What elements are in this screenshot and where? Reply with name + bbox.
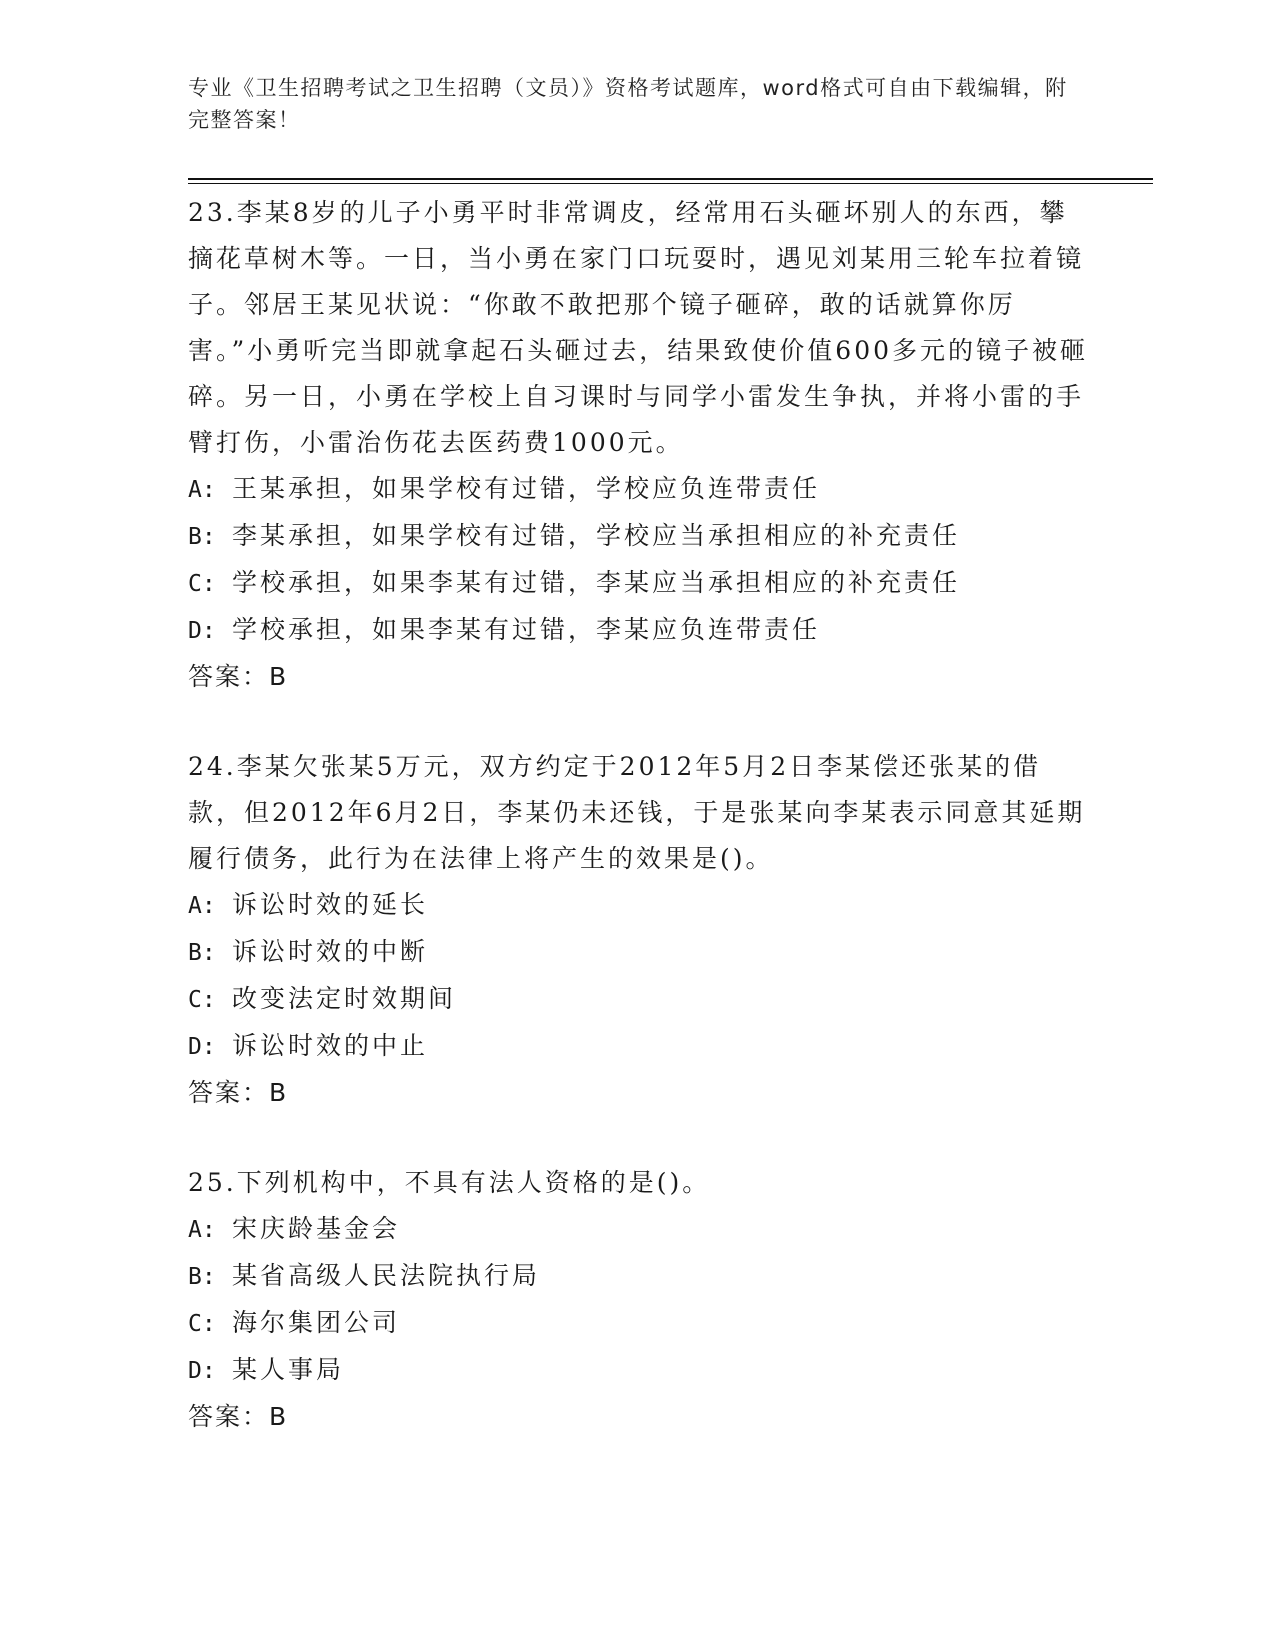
option-text: 诉讼时效的延长 [232,890,429,919]
option-text: 某人事局 [232,1355,345,1384]
option-c [188,1300,1088,1347]
option-text: 学校承担，如果李某有过错，李某应负连带责任 [232,615,821,644]
question-24 [188,744,1088,1116]
answer-line: 答案：B [188,662,289,691]
option-text: 改变法定时效期间 [232,984,457,1013]
option-letter: D: [188,618,216,644]
option-text: 王某承担，如果学校有过错，学校应负连带责任 [232,474,821,503]
option-letter: D: [188,1358,216,1384]
answer-line: 答案：B [188,1078,289,1107]
option-letter: D: [188,1034,216,1060]
option-d [188,607,1088,654]
option-letter: C: [188,987,216,1013]
option-c [188,976,1088,1023]
option-text: 诉讼时效的中断 [232,937,429,966]
header-divider-thick [188,178,1153,180]
option-text: 学校承担，如果李某有过错，李某应当承担相应的补充责任 [232,568,961,597]
document-header: 专业《卫生招聘考试之卫生招聘（文员）》资格考试题库，word格式可自由下载编辑，附完整答案！ [188,76,1068,132]
option-a [188,1206,1088,1253]
option-a [188,882,1088,929]
option-letter: A: [188,1217,216,1243]
option-letter: C: [188,571,216,597]
option-text: 某省高级人民法院执行局 [232,1261,541,1290]
header-divider-thin [188,183,1153,184]
option-text: 李某承担，如果学校有过错，学校应当承担相应的补充责任 [232,521,961,550]
option-letter: B: [188,524,216,550]
option-d [188,1023,1088,1070]
spacer [188,1116,1088,1160]
option-text: 宋庆龄基金会 [232,1214,401,1243]
option-text: 海尔集团公司 [232,1308,401,1337]
answer-line: 答案：B [188,1402,289,1431]
option-d [188,1347,1088,1394]
option-a [188,466,1088,513]
option-letter: A: [188,477,216,503]
option-b [188,1253,1088,1300]
question-23 [188,190,1088,700]
question-stem: 25.下列机构中，不具有法人资格的是()。 [188,1168,711,1197]
option-c [188,560,1088,607]
spacer [188,700,1088,744]
option-text: 诉讼时效的中止 [232,1031,429,1060]
question-stem: 24.李某欠张某5万元，双方约定于2012年5月2日李某偿还张某的借款，但2012年6月2日，李某仍未还钱，于是张某向李某表示同意其延期履行债务，此行为在法律上将产生的效果是()。 [188,752,1086,873]
question-25 [188,1160,1088,1440]
option-letter: A: [188,893,216,919]
question-list [188,190,1088,1440]
option-letter: B: [188,940,216,966]
option-b [188,929,1088,976]
option-letter: C: [188,1311,216,1337]
option-b [188,513,1088,560]
question-stem: 23.李某8岁的儿子小勇平时非常调皮，经常用石头砸坏别人的东西，攀摘花草树木等。一日，当小勇在家门口玩耍时，遇见刘某用三轮车拉着镜子。邻居王某见状说：“你敢不敢把那个镜子砸碎，敢的话就算你厉害。”小勇听完当即就拿起石头砸过去，结果致使价值600多元的镜子被砸碎。另一日，小勇在学校上自习课时与同学小雷发生争执，并将小雷的手臂打伤，小雷治伤花去医药费1000元。 [188,198,1089,457]
option-letter: B: [188,1264,216,1290]
